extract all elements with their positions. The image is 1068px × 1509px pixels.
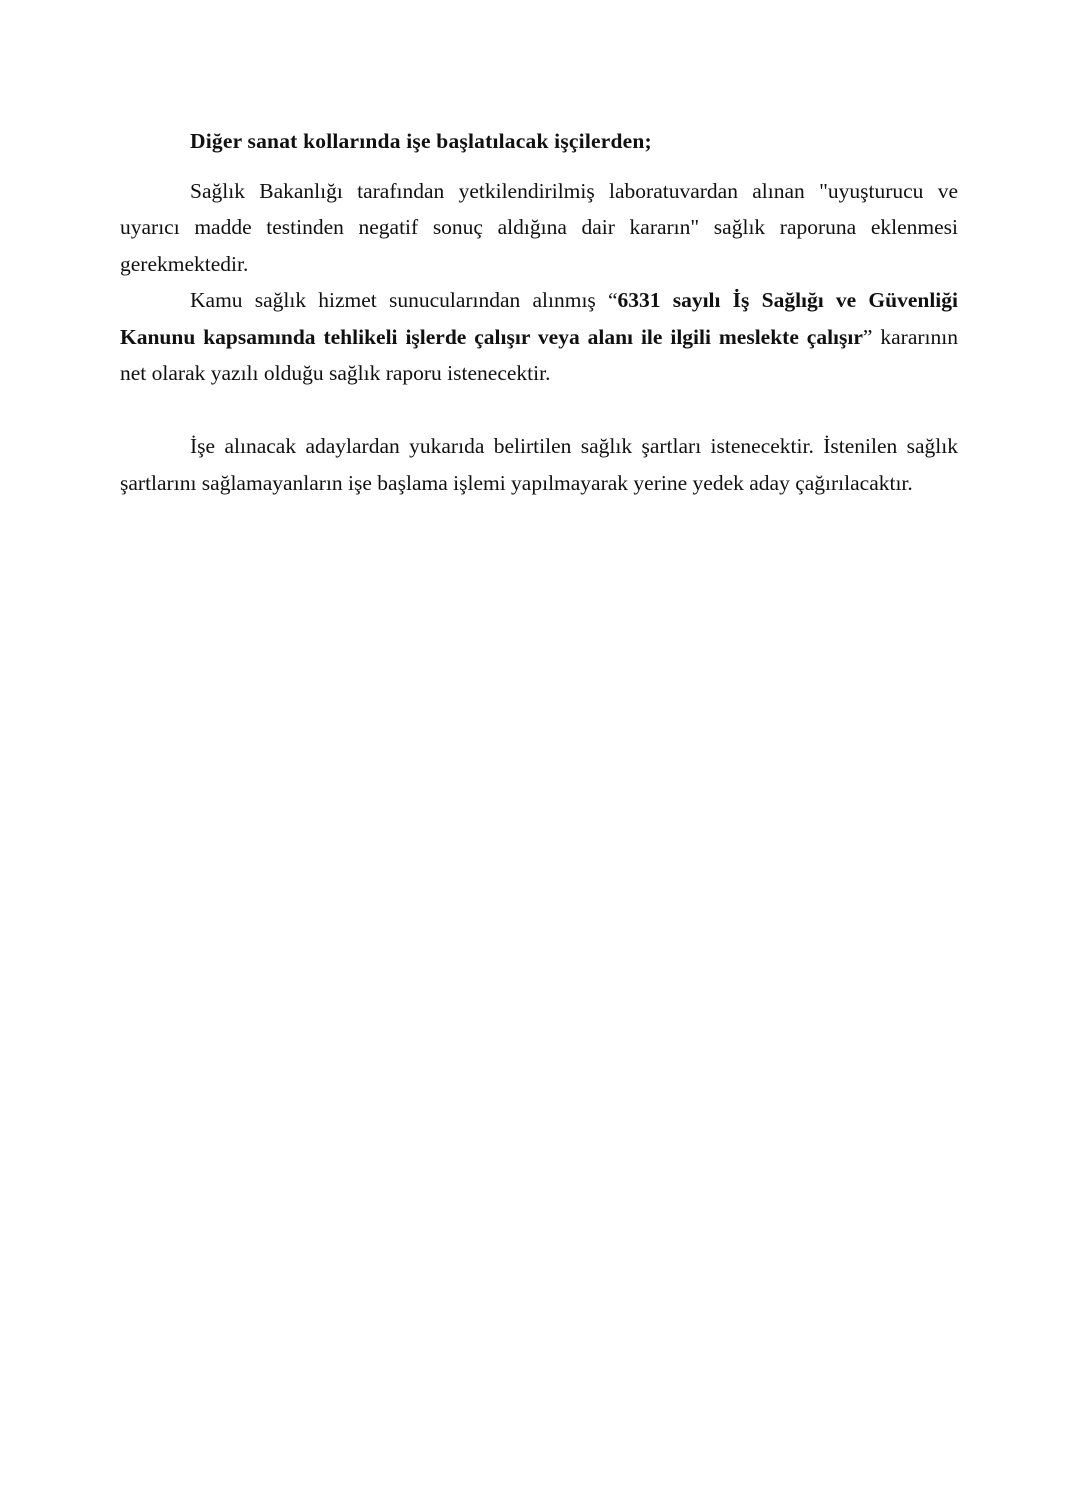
paragraph — [120, 282, 958, 392]
text-run: Sağlık Bakanlığı tarafından yetkilendirilmiş laboratuvardan alınan "uyuşturucu ve uyarıcı madde testinden negatif sonuç aldığına dair kararın" sağlık raporuna eklenmesi gerekmektedir. — [120, 178, 958, 276]
document-content — [120, 123, 958, 501]
paragraphs — [120, 173, 958, 502]
paragraph — [120, 428, 958, 501]
text-run: ” kararının net olarak yazılı olduğu sağlık raporu istenecektir. — [120, 324, 958, 385]
paragraph — [120, 173, 958, 283]
document-heading: Diğer sanat kollarında işe başlatılacak işçilerden; — [190, 129, 652, 153]
text-run: Kamu sağlık hizmet sunucularından alınmış “ — [190, 288, 618, 312]
text-run: İşe alınacak adaylardan yukarıda belirtilen sağlık şartları istenecektir. İstenilen sağlık şartlarını sağlamayanların işe başlama işlemi yapılmayarak yerine yedek aday çağırılacaktır. — [120, 434, 958, 495]
text-run: 6331 sayılı İş Sağlığı ve Güvenliği Kanunu kapsamında tehlikeli işlerde çalışır veya alanı ile ilgili meslekte çalışır — [120, 288, 958, 349]
